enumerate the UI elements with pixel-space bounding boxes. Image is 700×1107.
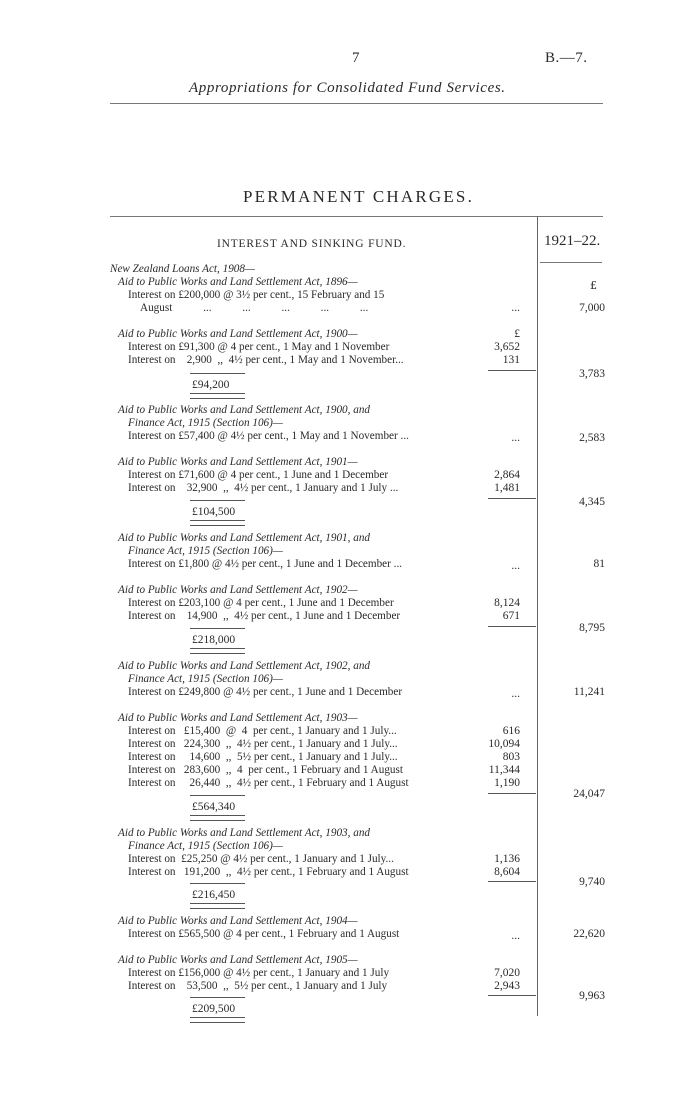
- sub-act-title: Aid to Public Works and Land Settlement Act, 1903—: [118, 712, 358, 724]
- sub-act-title: Aid to Public Works and Land Settlement Act, 1901, and: [118, 532, 371, 544]
- currency-symbol: £: [590, 279, 597, 292]
- interest-line: Interest on 191,200 ,, 4½ per cent., 1 February and 1 August: [128, 866, 409, 878]
- principal-total: £564,340: [192, 801, 236, 813]
- interest-line: Interest on £200,000 @ 3½ per cent., 15 February and 15: [128, 289, 385, 301]
- principal-rule: [190, 373, 245, 374]
- leader-dots: ...: [511, 930, 520, 942]
- double-rule: [190, 393, 245, 399]
- sub-act-title: Aid to Public Works and Land Settlement Act, 1905—: [118, 954, 358, 966]
- interest-amount: 2,864: [494, 469, 520, 481]
- interest-line: Interest on £15,400 @ 4 per cent., 1 January and 1 July...: [128, 725, 397, 737]
- interest-amount: 8,604: [494, 866, 520, 878]
- sub-act-title: Finance Act, 1915 (Section 106)—: [128, 673, 283, 685]
- double-rule: [190, 1017, 245, 1023]
- sub-act-title: Aid to Public Works and Land Settlement Act, 1900, and: [118, 404, 371, 416]
- year-total: 4,345: [579, 496, 605, 508]
- interest-line: Interest on £57,400 @ 4½ per cent., 1 May and 1 November ...: [128, 430, 409, 442]
- interest-amount: 8,124: [494, 597, 520, 609]
- subtotal-rule: [488, 370, 536, 371]
- principal-rule: [190, 997, 245, 998]
- interest-line: Interest on £71,600 @ 4 per cent., 1 June and 1 December: [128, 469, 389, 481]
- year-total: 3,783: [579, 368, 605, 380]
- header-rule: [110, 103, 603, 104]
- interest-line: Interest on £565,500 @ 4 per cent., 1 February and 1 August: [128, 928, 400, 940]
- sub-act-title: Aid to Public Works and Land Settlement Act, 1902—: [118, 584, 358, 596]
- document-reference: B.—7.: [545, 50, 588, 66]
- sub-act-title: Finance Act, 1915 (Section 106)—: [128, 840, 283, 852]
- interest-line: Interest on 2,900 ,, 4½ per cent., 1 May and 1 November...: [128, 354, 404, 366]
- table-top-rule: [110, 216, 603, 217]
- double-rule: [190, 648, 245, 654]
- sub-act-title: Finance Act, 1915 (Section 106)—: [128, 417, 283, 429]
- interest-line: Interest on 26,440 ,, 4½ per cent., 1 February and 1 August: [128, 777, 409, 789]
- interest-line: Interest on £156,000 @ 4½ per cent., 1 January and 1 July: [128, 967, 390, 979]
- currency-symbol: £: [514, 328, 520, 340]
- sub-act-title: Aid to Public Works and Land Settlement Act, 1904—: [118, 915, 358, 927]
- year-total: 22,620: [573, 928, 605, 940]
- column-divider: [537, 216, 538, 1016]
- principal-rule: [190, 795, 245, 796]
- subtotal-rule: [488, 881, 536, 882]
- double-rule: [190, 815, 245, 821]
- page-number: 7: [352, 50, 360, 66]
- interest-amount: 3,652: [494, 341, 520, 353]
- interest-line: Interest on 283,600 ,, 4 per cent., 1 February and 1 August: [128, 764, 403, 776]
- act-heading: New Zealand Loans Act, 1908—: [110, 263, 255, 275]
- interest-amount: 1,481: [494, 482, 520, 494]
- leader-dots: ...: [511, 560, 520, 572]
- principal-total: £104,500: [192, 506, 236, 518]
- interest-line: Interest on 14,600 ,, 5½ per cent., 1 January and 1 July...: [128, 751, 398, 763]
- interest-amount: 10,094: [488, 738, 520, 750]
- double-rule: [190, 903, 245, 909]
- year-total: 24,047: [573, 788, 605, 800]
- leader-dots: ...: [511, 688, 520, 700]
- section-title: PERMANENT CHARGES.: [243, 187, 475, 206]
- interest-line: Interest on £249,800 @ 4½ per cent., 1 June and 1 December: [128, 686, 403, 698]
- double-rule: [190, 520, 245, 526]
- column-header-rule: [540, 262, 602, 263]
- year-total: 7,000: [579, 302, 605, 314]
- principal-rule: [190, 628, 245, 629]
- principal-rule: [190, 500, 245, 501]
- year-column-header: 1921–22.: [544, 233, 601, 249]
- interest-line: Interest on £203,100 @ 4 per cent., 1 June and 1 December: [128, 597, 394, 609]
- year-total: 81: [593, 558, 605, 570]
- year-total: 2,583: [579, 432, 605, 444]
- sub-act-title: Aid to Public Works and Land Settlement Act, 1903, and: [118, 827, 371, 839]
- interest-line: Interest on £91,300 @ 4 per cent., 1 May and 1 November: [128, 341, 390, 353]
- principal-total: £216,450: [192, 889, 236, 901]
- table-heading: INTEREST AND SINKING FUND.: [217, 238, 407, 250]
- interest-line: Interest on £1,800 @ 4½ per cent., 1 June and 1 December ...: [128, 558, 403, 570]
- leader-dots: ...: [511, 432, 520, 444]
- interest-amount: 11,344: [488, 764, 520, 776]
- interest-amount: 671: [502, 610, 520, 622]
- interest-amount: 7,020: [494, 967, 520, 979]
- interest-line: Interest on 32,900 ,, 4½ per cent., 1 January and 1 July ...: [128, 482, 399, 494]
- subtotal-rule: [488, 498, 536, 499]
- year-total: 11,241: [573, 686, 605, 698]
- interest-amount: 2,943: [494, 980, 520, 992]
- sub-act-title: Aid to Public Works and Land Settlement Act, 1896—: [118, 276, 358, 288]
- year-total: 8,795: [579, 622, 605, 634]
- principal-total: £209,500: [192, 1003, 236, 1015]
- interest-amount: 131: [502, 354, 520, 366]
- subtotal-rule: [488, 626, 536, 627]
- page-subtitle: Appropriations for Consolidated Fund Services.: [189, 80, 506, 96]
- interest-amount: 1,190: [494, 777, 520, 789]
- subtotal-rule: [488, 995, 536, 996]
- leader-dots: ...: [511, 302, 520, 314]
- interest-amount: 1,136: [494, 853, 520, 865]
- subtotal-rule: [488, 793, 536, 794]
- principal-total: £94,200: [192, 379, 230, 391]
- interest-line: Interest on 224,300 ,, 4½ per cent., 1 January and 1 July...: [128, 738, 398, 750]
- interest-amount: 616: [502, 725, 520, 737]
- year-total: 9,740: [579, 876, 605, 888]
- sub-act-title: Aid to Public Works and Land Settlement Act, 1901—: [118, 456, 358, 468]
- sub-act-title: Aid to Public Works and Land Settlement Act, 1900—: [118, 328, 358, 340]
- year-total: 9,963: [579, 990, 605, 1002]
- principal-rule: [190, 883, 245, 884]
- interest-line: August ... ... ... ... ...: [140, 302, 369, 314]
- interest-line: Interest on 53,500 ,, 5½ per cent., 1 January and 1 July: [128, 980, 388, 992]
- principal-total: £218,000: [192, 634, 236, 646]
- interest-line: Interest on £25,250 @ 4½ per cent., 1 January and 1 July...: [128, 853, 394, 865]
- interest-amount: 803: [502, 751, 520, 763]
- interest-line: Interest on 14,900 ,, 4½ per cent., 1 June and 1 December: [128, 610, 401, 622]
- sub-act-title: Finance Act, 1915 (Section 106)—: [128, 545, 283, 557]
- sub-act-title: Aid to Public Works and Land Settlement Act, 1902, and: [118, 660, 371, 672]
